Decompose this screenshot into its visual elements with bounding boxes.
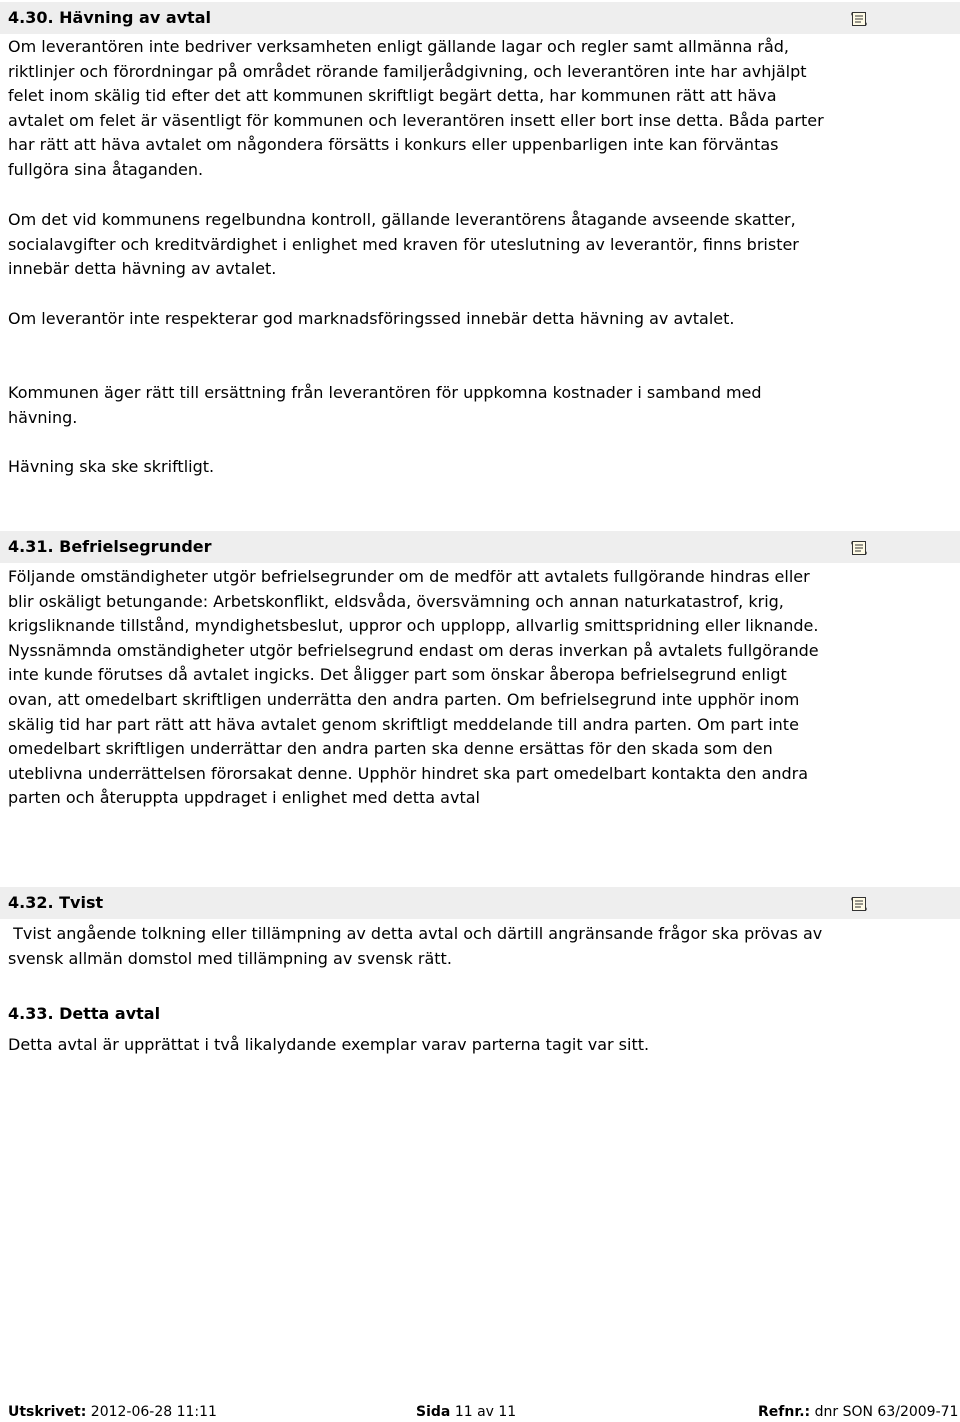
paragraph: Följande omständigheter utgör befrielsegrunder om de medför att avtalets fullgörande hindras eller blir oskäligt betungande: Arbetskonflikt, eldsvåda, översvämning och annan naturkatastrof, krig, krigsliknande tillstånd, myndighetsbeslut, uppror och upplopp, allvarlig smittspridning eller liknande. Nyssnämnda omständigheter utgör befrielsegrund endast om deras inverkan på avtalets fullgörande inte kunde förutses då avtalet ingicks. Det åligger part som önskar åberopa befrielsegrund enligt ovan, att omedelbart skriftligen underrätta den andra parten. Om befrielsegrund inte upphör inom skälig tid har part rätt att häva avtalet genom skriftligt meddelande till andra parten. Om part inte omedelbart skriftligen underrättar den andra parten ska denne ersättas för den skada som den uteblivna underrättelsen förorsakat denne. Upphör hindret ska part omedelbart kontakta den andra parten och återuppta uppdraget i enlighet med detta avtal <box>8 567 819 808</box>
paragraph: Om leverantör inte respekterar god marknadsföringssed innebär detta hävning av avtalet. <box>8 309 735 328</box>
section-header-4-32 <box>0 887 960 919</box>
page-label: Sida <box>416 1404 451 1420</box>
scroll-icon[interactable] <box>850 539 868 557</box>
paragraph: Hävning ska ske skriftligt. <box>8 457 215 476</box>
ref-label: Refnr.: <box>758 1404 811 1420</box>
scroll-icon[interactable] <box>850 895 868 913</box>
page-value: 11 av 11 <box>454 1404 517 1420</box>
section-header-4-30 <box>0 2 960 34</box>
section-title: 4.31. Befrielsegrunder <box>8 537 212 556</box>
paragraph: Om leverantören inte bedriver verksamheten enligt gällande lagar och regler samt allmänna råd, riktlinjer och förordningar på området rörande familjerådgivning, och leverantören inte har avhjälpt felet inom skälig tid efter det att kommunen skriftligt begärt detta, har kommunen rätt att häva avtalet om felet är väsentligt för kommunen och leverantören insett eller bort inse detta. Båda parter har rätt att häva avtalet om någondera försätts i konkurs eller uppenbarligen inte kan förväntas fullgöra sina åtaganden. <box>8 37 824 179</box>
paragraph: Kommunen äger rätt till ersättning från leverantören för uppkomna kostnader i samband med hävning. <box>8 383 762 427</box>
printed-label: Utskrivet: <box>8 1404 87 1420</box>
scroll-icon[interactable] <box>850 10 868 28</box>
paragraph: Detta avtal är upprättat i två likalydande exemplar varav parterna tagit var sitt. <box>8 1035 650 1054</box>
footer-page <box>416 1404 516 1420</box>
paragraph: Tvist angående tolkning eller tillämpning av detta avtal och därtill angränsande frågor ska prövas av svensk allmän domstol med tillämpning av svensk rätt. <box>8 924 828 968</box>
paragraph: Om det vid kommunens regelbundna kontroll, gällande leverantörens åtagande avseende skatter, socialavgifter och kreditvärdighet i enlighet med kraven för uteslutning av leverantör, finns brister innebär detta hävning av avtalet. <box>8 210 799 279</box>
section-title: 4.33. Detta avtal <box>8 1004 161 1023</box>
section-title: 4.32. Tvist <box>8 893 104 912</box>
ref-value: dnr SON 63/2009-71 <box>810 1404 959 1420</box>
footer-printed <box>8 1404 217 1420</box>
footer-ref <box>758 1404 958 1420</box>
section-title: 4.30. Hävning av avtal <box>8 8 211 27</box>
printed-value: 2012-06-28 11:11 <box>90 1404 217 1420</box>
section-header-4-31 <box>0 531 960 563</box>
section-header-4-33 <box>0 998 960 1030</box>
